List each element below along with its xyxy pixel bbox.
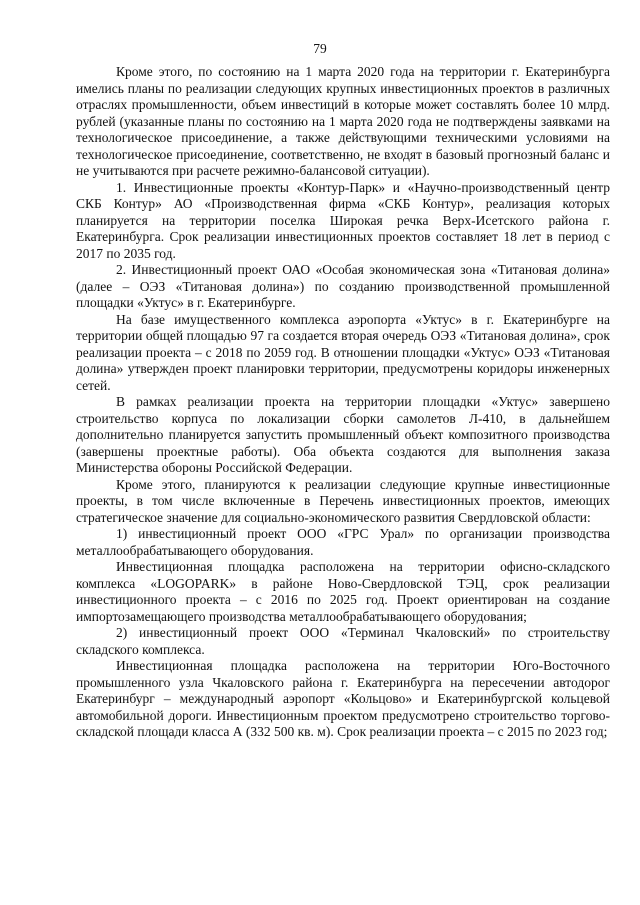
page-body bbox=[76, 64, 610, 741]
paragraph-southeast-industrial-node: Инвестиционная площадка расположена на территории Юго-Восточного промышленного узла Чкаловского района г. Екатеринбурга на пересечении автодорог Екатеринбург – международный аэропорт «Кольцово» и Екатеринбургской кольцевой автомобильной дороги. Инвестиционным проектом предусмотрено строительство торгово-складской площади класса А (332 500 кв. м). Срок реализации проекта – с 2015 по 2023 год; bbox=[76, 658, 610, 739]
paragraph-uktus-construction: В рамках реализации проекта на территории площадки «Уктус» завершено строительство корпуса по локализации сборки самолетов Л-410, в дальнейшем дополнительно планируется запустить промышленный объект композитного производства (завершены проектные работы). Оба объекта создаются для выполнения заказа Министерства обороны Российской Федерации. bbox=[76, 394, 610, 475]
page-number: 79 bbox=[313, 41, 327, 56]
paragraph-terminal-chkalovsky: 2) инвестиционный проект ООО «Терминал Чкаловский» по строительству складского комплекса. bbox=[76, 625, 610, 657]
paragraph-uktus-base: На базе имущественного комплекса аэропорта «Уктус» в г. Екатеринбурге на территории общей площадью 97 га создается вторая очередь ОЭЗ «Титановая долина», срок реализации проекта – с 2018 по 2059 год. В отношении площадки «Уктус» ОЭЗ «Титановая долина» утвержден проект планировки территории, предусмотрены коридоры инженерных сетей. bbox=[76, 311, 610, 393]
paragraph-titanium-valley: 2. Инвестиционный проект ОАО «Особая экономическая зона «Титановая долина» (далее – ОЭЗ «Титановая долина») по созданию производственной промышленной площадки «Уктус» в г. Екатеринбурге. bbox=[76, 262, 610, 310]
paragraph-logopark: Инвестиционная площадка расположена на территории офисно-складского комплекса «LOGOPARK» в районе Ново-Свердловской ТЭЦ, срок реализации инвестиционного проекта – с 2016 по 2025 год. Проект ориентирован на создание импортозамещающего производства металлообрабатывающего оборудования; bbox=[76, 559, 610, 624]
paragraph-grs-ural: 1) инвестиционный проект ООО «ГРС Урал» по организации производства металлообрабатывающего оборудования. bbox=[76, 526, 610, 558]
paragraph-kontur-park: 1. Инвестиционные проекты «Контур-Парк» и «Научно-производственный центр СКБ Контур» АО «Производственная фирма «СКБ Контур», реализация которых планируется на территории поселка Широкая речка Верх-Исетского района г. Екатеринбурга. Срок реализации инвестиционных проектов составляет 18 лет в период с 2017 по 2035 год. bbox=[76, 179, 610, 261]
paragraph-planned-projects: Кроме этого, планируются к реализации следующие крупные инвестиционные проекты, в том числе включенные в Перечень инвестиционных проектов, имеющих стратегическое значение для социально-экономического развития Свердловской области: bbox=[76, 476, 610, 525]
paragraph-intro: Кроме этого, по состоянию на 1 марта 2020 года на территории г. Екатеринбурга имелись планы по реализации следующих крупных инвестиционных проектов в различных отраслях промышленности, объем инвестиций в которые может составлять более 10 млрд. рублей (указанные планы по состоянию на 1 марта 2020 года не подтверждены заявками на технологическое присоединение, а также действующими техническими условиями на технологическое присоединение, соответственно, не входят в базовый прогнозный баланс и не учитываются при расчете режимно-балансовой ситуации). bbox=[76, 64, 610, 178]
